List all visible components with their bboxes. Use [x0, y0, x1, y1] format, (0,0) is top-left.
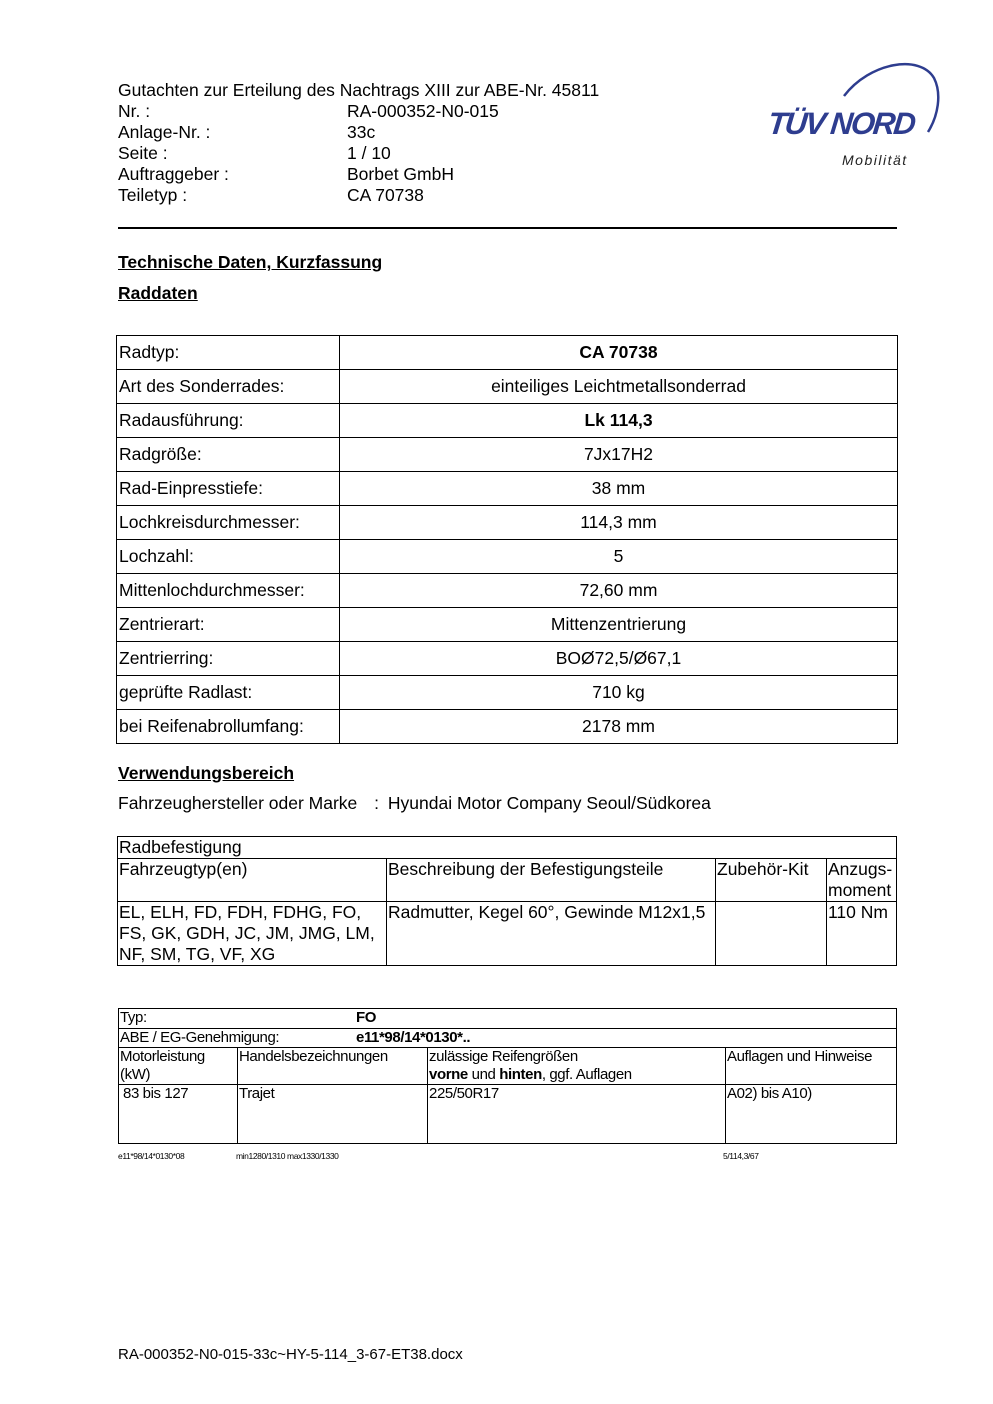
table-header-row	[119, 1048, 897, 1085]
tyre-header-line2	[429, 1066, 724, 1084]
row-value: 72,60 mm	[340, 574, 898, 608]
row-value: 114,3 mm	[340, 506, 898, 540]
row-label: Rad-Einpresstiefe:	[117, 472, 340, 506]
fixing-title: Radbefestigung	[118, 837, 897, 859]
header-value: RA-000352-N0-015	[347, 101, 499, 121]
table-row	[117, 506, 898, 540]
row-value: Lk 114,3	[340, 404, 898, 438]
column-header: Beschreibung der Befestigungsteile	[387, 859, 716, 902]
wheel-fixing-table	[117, 836, 897, 966]
column-header	[428, 1048, 726, 1085]
column-header: Auflagen und Hinweise	[726, 1048, 897, 1085]
row-value: CA 70738	[340, 336, 898, 370]
header-value: CA 70738	[347, 185, 424, 205]
document-header	[118, 80, 599, 206]
small-code-dimensions: min1280/1310 max1330/1330	[236, 1151, 339, 1161]
row-label: Lochzahl:	[117, 540, 340, 574]
and-label: und	[467, 1066, 500, 1083]
header-key: Auftraggeber :	[118, 164, 229, 184]
row-value: einteiliges Leichtmetallsonderrad	[340, 370, 898, 404]
header-row	[118, 185, 599, 206]
heading-usage: Verwendungsbereich	[118, 763, 295, 783]
accessory-kit	[716, 902, 827, 966]
header-row	[118, 122, 599, 143]
table-row	[117, 336, 898, 370]
column-header: Fahrzeugtyp(en)	[118, 859, 387, 902]
column-header: Zubehör-Kit	[716, 859, 827, 902]
row-value: 5	[340, 540, 898, 574]
vehicle-types: EL, ELH, FD, FDH, FDHG, FO, FS, GK, GDH, JC, JM, JMG, LM, NF, SM, TG, VF, XG	[118, 902, 387, 966]
header-value: 1 / 10	[347, 143, 391, 163]
wheel-data-table	[116, 335, 898, 744]
header-key: Teiletyp :	[118, 185, 188, 205]
small-code-bolt-pattern: 5/114,3/67	[723, 1151, 759, 1161]
row-value: 2178 mm	[340, 710, 898, 744]
type-value: FO	[356, 1009, 377, 1026]
table-row	[117, 438, 898, 472]
manufacturer-value: Hyundai Motor Company Seoul/Südkorea	[387, 793, 711, 813]
manufacturer-line	[118, 793, 711, 814]
tyre-sizes: 225/50R17	[428, 1085, 726, 1144]
header-value: Borbet GmbH	[347, 164, 454, 184]
table-row	[118, 837, 897, 859]
table-row	[117, 642, 898, 676]
row-label: Radgröße:	[117, 438, 340, 472]
row-label: Zentrierring:	[117, 642, 340, 676]
notes: A02) bis A10)	[726, 1085, 897, 1144]
row-label: Mittenlochdurchmesser:	[117, 574, 340, 608]
approval-label: ABE / EG-Genehmigung:	[120, 1029, 280, 1046]
column-header: Handelsbezeichnungen	[238, 1048, 428, 1085]
table-row	[117, 472, 898, 506]
approval-value: e11*98/14*0130*..	[356, 1029, 471, 1046]
table-row	[119, 1009, 897, 1029]
row-label: Zentrierart:	[117, 608, 340, 642]
header-row	[118, 101, 599, 122]
rear-label: hinten	[499, 1066, 542, 1083]
header-key: Nr. :	[118, 101, 151, 121]
column-header: Anzugs-moment	[827, 859, 897, 902]
table-row	[118, 902, 897, 966]
torque: 110 Nm	[827, 902, 897, 966]
header-key: Anlage-Nr. :	[118, 122, 211, 142]
document-title: Gutachten zur Erteilung des Nachtrags XIII zur ABE-Nr. 45811	[118, 80, 600, 100]
row-value: 38 mm	[340, 472, 898, 506]
engine-power: 83 bis 127	[119, 1085, 238, 1144]
logo-brand: TÜV NORD	[766, 106, 916, 141]
trade-name: Trajet	[238, 1085, 428, 1144]
row-value: Mittenzentrierung	[340, 608, 898, 642]
row-label: bei Reifenabrollumfang:	[117, 710, 340, 744]
logo-subtitle: Mobilität	[842, 152, 908, 168]
header-row	[118, 143, 599, 164]
manufacturer-separator: :	[374, 793, 380, 813]
conditions-label: , ggf. Auflagen	[541, 1066, 632, 1083]
table-row	[119, 1085, 897, 1144]
table-row	[117, 404, 898, 438]
header-divider	[118, 227, 897, 229]
row-label: Radausführung:	[117, 404, 340, 438]
table-row	[117, 574, 898, 608]
row-value: 710 kg	[340, 676, 898, 710]
tyre-header-line1: zulässige Reifengrößen	[429, 1048, 578, 1065]
table-header-row	[118, 859, 897, 902]
header-value: 33c	[347, 122, 376, 142]
row-label: Lochkreisdurchmesser:	[117, 506, 340, 540]
front-label: vorne	[429, 1066, 468, 1083]
table-row	[117, 540, 898, 574]
small-code-approval: e11*98/14*0130*08	[118, 1151, 185, 1161]
row-label: Art des Sonderrades:	[117, 370, 340, 404]
table-row	[119, 1029, 897, 1048]
fixing-description: Radmutter, Kegel 60°, Gewinde M12x1,5	[387, 902, 716, 966]
table-row	[117, 710, 898, 744]
heading-tech-data: Technische Daten, Kurzfassung	[118, 252, 383, 272]
table-row	[117, 370, 898, 404]
row-value: 7Jx17H2	[340, 438, 898, 472]
table-row	[117, 608, 898, 642]
row-label: Radtyp:	[117, 336, 340, 370]
column-header: Motorleistung (kW)	[119, 1048, 238, 1085]
tuv-nord-logo	[760, 56, 950, 176]
type-label: Typ:	[120, 1009, 147, 1026]
header-row	[118, 164, 599, 185]
heading-wheel-data: Raddaten	[118, 283, 198, 303]
file-name-footer: RA-000352-N0-015-33c~HY-5-114_3-67-ET38.docx	[118, 1346, 463, 1363]
row-label: geprüfte Radlast:	[117, 676, 340, 710]
header-key: Seite :	[118, 143, 168, 163]
table-row	[117, 676, 898, 710]
vehicle-type-table	[118, 1008, 897, 1144]
manufacturer-label: Fahrzeughersteller oder Marke	[118, 793, 358, 813]
row-value: BOØ72,5/Ø67,1	[340, 642, 898, 676]
